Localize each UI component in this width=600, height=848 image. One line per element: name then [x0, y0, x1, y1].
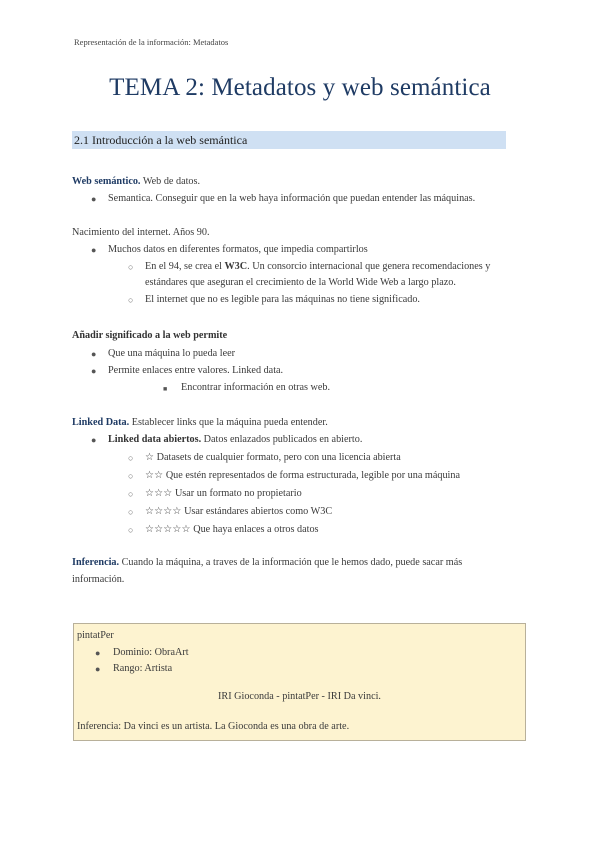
bullet-dot-icon: ●: [95, 664, 101, 674]
linked-data-term: Linked Data.: [72, 417, 130, 428]
list-item: [145, 261, 490, 272]
anadir-heading: Añadir significado a la web permite: [72, 330, 228, 341]
list-item: Que una máquina lo pueda leer: [108, 348, 236, 359]
nacimiento-paragraph: Nacimiento del internet. Años 90.: [72, 227, 210, 238]
bullet-circle-icon: ○: [128, 453, 134, 463]
list-item: Encontrar información en otras web.: [181, 382, 331, 393]
inferencia-paragraph: [72, 557, 462, 568]
bullet-dot-icon: ●: [91, 349, 97, 359]
list-item: El internet que no es legible para las máquinas no tiene significado.: [145, 294, 420, 305]
bullet-circle-icon: ○: [128, 295, 134, 305]
bullet-dot-icon: ●: [91, 435, 97, 445]
bullet-dot-icon: ●: [95, 648, 101, 658]
example-inference: Inferencia: Da vinci es un artista. La Gioconda es una obra de arte.: [77, 721, 350, 732]
inferencia-continuation: información.: [72, 574, 125, 585]
web-semantico-definition: Web de datos.: [142, 176, 201, 187]
web-semantico-paragraph: [72, 176, 200, 187]
w3c-sentence-start: En el 94, se crea el: [145, 261, 225, 272]
example-triple: IRI Gioconda - pintatPer - IRI Da vinci.: [218, 691, 381, 702]
page-title: TEMA 2: Metadatos y web semántica: [109, 74, 491, 101]
list-item: Permite enlaces entre valores. Linked data.: [108, 365, 284, 376]
star-level-item: ☆☆ Que estén representados de forma estructurada, legible por una máquina: [145, 470, 461, 481]
bullet-circle-icon: ○: [128, 507, 134, 517]
w3c-sentence-rest: . Un consorcio internacional que genera recomendaciones y: [247, 261, 491, 272]
bullet-circle-icon: ○: [128, 471, 134, 481]
section-title: 2.1 Introducción a la web semántica: [74, 133, 248, 147]
inferencia-term: Inferencia.: [72, 557, 120, 568]
w3c-term: W3C: [224, 261, 248, 272]
list-item: Muchos datos en diferentes formatos, que impedia compartirlos: [108, 244, 368, 255]
list-item: Dominio: ObraArt: [113, 647, 189, 658]
bullet-square-icon: ■: [163, 385, 168, 393]
inferencia-text: Cuando la máquina, a traves de la información que le hemos dado, puede sacar más: [121, 557, 463, 568]
list-item: [108, 434, 362, 445]
linked-data-definition: Establecer links que la máquina pueda entender.: [131, 417, 328, 428]
bullet-circle-icon: ○: [128, 489, 134, 499]
star-level-item: ☆ Datasets de cualquier formato, pero con una licencia abierta: [145, 452, 401, 463]
example-property-label: pintatPer: [77, 630, 114, 641]
web-semantico-term: Web semántico.: [72, 176, 141, 187]
bullet-dot-icon: ●: [91, 245, 97, 255]
list-item-continuation: estándares que aseguran el crecimiento de la World Wide Web a largo plazo.: [145, 277, 456, 288]
bullet-circle-icon: ○: [128, 525, 134, 535]
star-level-item: ☆☆☆☆ Usar estándares abiertos como W3C: [145, 506, 333, 517]
linked-open-data-term: Linked data abiertos.: [108, 434, 202, 445]
bullet-dot-icon: ●: [91, 366, 97, 376]
list-item: Semantica. Conseguir que en la web haya información que puedan entender las máquinas.: [108, 193, 476, 204]
bullet-circle-icon: ○: [128, 262, 134, 272]
linked-open-data-text: Datos enlazados publicados en abierto.: [203, 434, 363, 445]
page-header: Representación de la información: Metadatos: [74, 37, 229, 47]
list-item: Rango: Artista: [113, 663, 173, 674]
star-level-item: ☆☆☆ Usar un formato no propietario: [145, 488, 302, 499]
star-level-item: ☆☆☆☆☆ Que haya enlaces a otros datos: [145, 524, 319, 535]
bullet-dot-icon: ●: [91, 194, 97, 204]
linked-data-paragraph: [72, 417, 328, 428]
